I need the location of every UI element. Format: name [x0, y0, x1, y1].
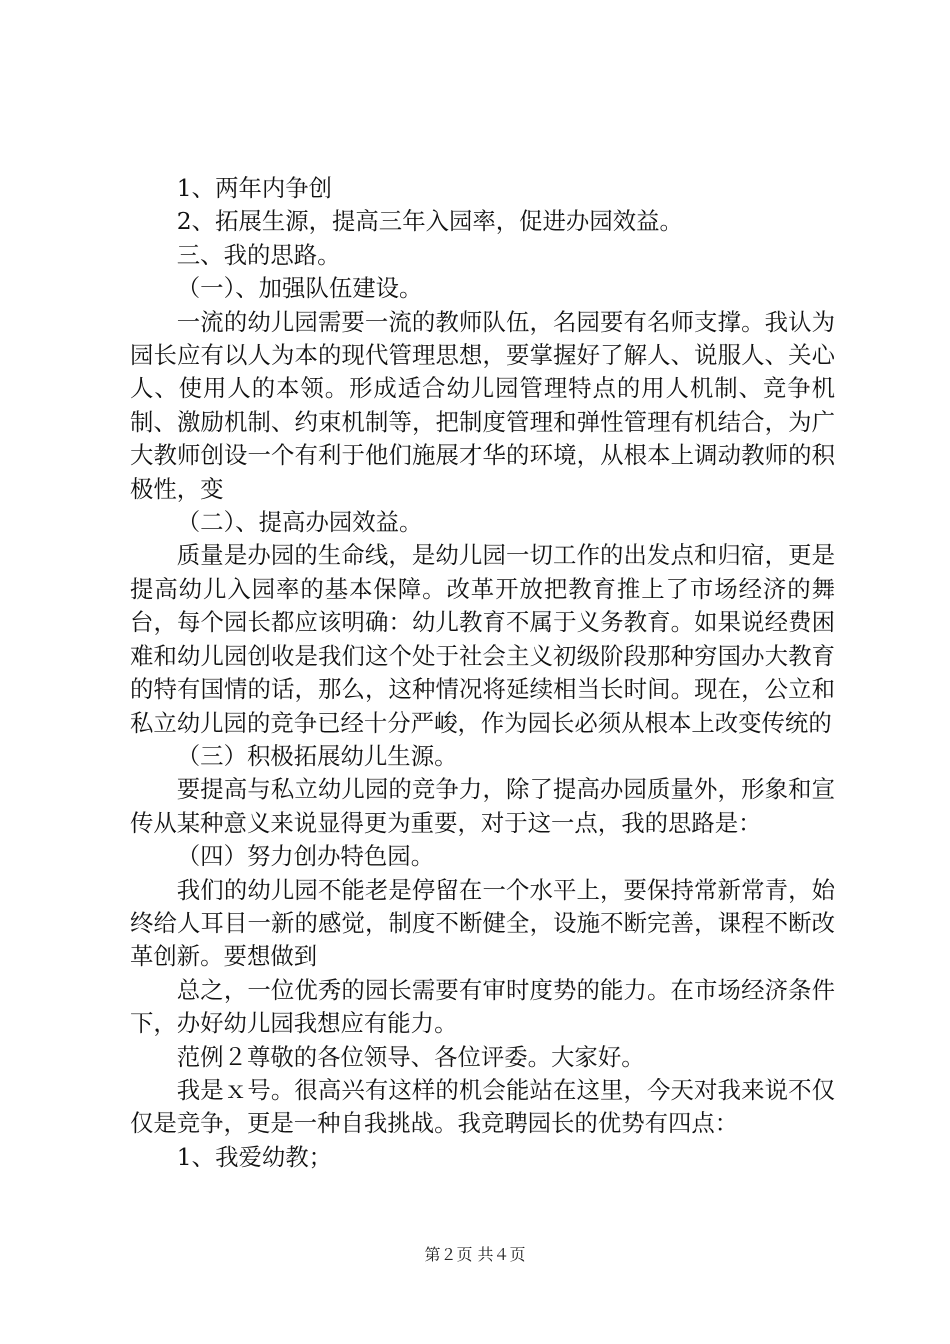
document-body: [130, 172, 835, 1174]
paragraph: 范例２尊敬的各位领导、各位评委。大家好。: [176, 1042, 645, 1071]
page-number-footer: 第２页 共４页: [424, 1245, 526, 1264]
paragraph: 质量是办园的生命线，是幼儿园一切工作的出发点和归宿，更是提高幼儿入园率的基本保障。改革开放把教育推上了市场经济的舞台，每个园长都应该明确：幼儿教育不属于义务教育。如果说经费困难和幼儿园创收是我们这个处于社会主义初级阶段那种穷国办大教育的特有国情的话，那么，这种情况将延续相当长时间。现在，公立和私立幼儿园的竞争已经十分严峻，作为园长必须从根本上改变传统的: [130, 541, 835, 737]
paragraph: 2、拓展生源，提高三年入园率，促进办园效益。: [176, 207, 683, 236]
subsection-heading: （一）、加强队伍建设。: [176, 274, 423, 303]
paragraph: 总之，一位优秀的园长需要有审时度势的能力。在市场经济条件下，办好幼儿园我想应有能力。: [130, 975, 835, 1038]
subsection-heading: （二）、提高办园效益。: [176, 508, 423, 537]
subsection-heading: （三）积极拓展幼儿生源。: [176, 741, 458, 770]
paragraph: 我们的幼儿园不能老是停留在一个水平上，要保持常新常青，始终给人耳目一新的感觉，制度不断健全，设施不断完善，课程不断改革创新。要想做到: [130, 875, 835, 971]
subsection-heading: （四）努力创办特色园。: [176, 842, 435, 871]
paragraph: 1、两年内争创: [176, 174, 333, 202]
paragraph: 我是ｘ号。很高兴有这样的机会能站在这里，今天对我来说不仅仅是竞争，更是一种自我挑战。我竞聘园长的优势有四点：: [130, 1075, 835, 1138]
paragraph: 1、我爱幼教；: [176, 1142, 333, 1171]
paragraph: 要提高与私立幼儿园的竞争力，除了提高办园质量外，形象和宣传从某种意义来说显得更为重要，对于这一点，我的思路是：: [130, 775, 835, 837]
paragraph: 一流的幼儿园需要一流的教师队伍，名园要有名师支撑。我认为园长应有以人为本的现代管理思想，要掌握好了解人、说服人、关心人、使用人的本领。形成适合幼儿园管理特点的用人机制、竞争机制、激励机制、约束机制等，把制度管理和弹性管理有机结合，为广大教师创设一个有利于他们施展才华的环境，从根本上调动教师的积极性，变: [130, 307, 835, 503]
section-heading: 三、我的思路。: [176, 240, 341, 269]
